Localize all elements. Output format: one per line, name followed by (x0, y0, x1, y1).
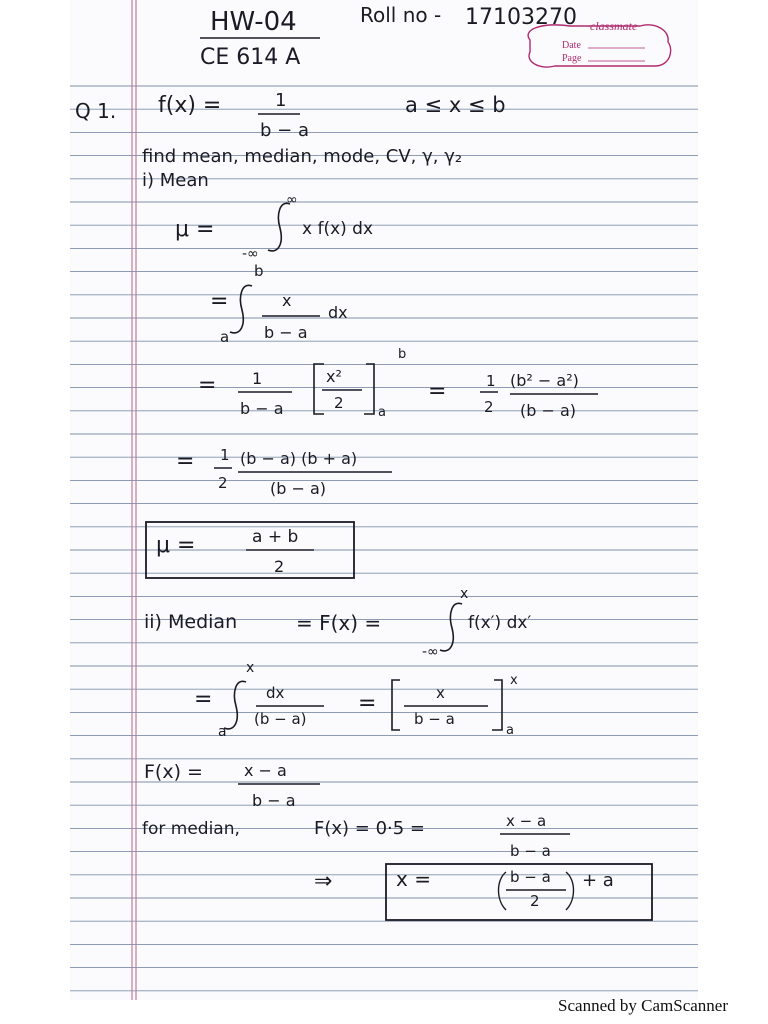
numerator: 1 (252, 369, 263, 388)
eval-upper: b (398, 347, 407, 362)
page-canvas (70, 0, 698, 1000)
final-den: 2 (530, 892, 540, 910)
denominator: (b − a) (520, 401, 577, 420)
differential: dx (328, 303, 348, 322)
task-text: find mean, median, mode, CV, γ, γ₂ (142, 146, 463, 167)
integral-upper: ∞ (286, 192, 298, 208)
mean-lhs: μ = (175, 217, 215, 242)
numerator: (b − a) (b + a) (240, 449, 358, 468)
range: a ≤ x ≤ b (405, 93, 506, 117)
eval-lower: a (378, 405, 386, 420)
median-heading: ii) Median (144, 611, 238, 633)
numerator: x (282, 291, 292, 310)
implies-arrow: ⇒ (314, 869, 333, 894)
final-tail: + a (582, 870, 614, 891)
eval-lower: a (506, 723, 514, 738)
numerator: dx (266, 684, 285, 702)
integral-sign (268, 203, 290, 251)
integral-lower: a (220, 328, 230, 346)
numerator: x² (326, 367, 342, 386)
half-num: 1 (486, 372, 496, 390)
final-num: b − a (510, 868, 551, 886)
equals: = (358, 691, 377, 716)
denominator: b − a (414, 710, 455, 728)
equals: = (176, 449, 195, 474)
denominator: b − a (240, 399, 284, 418)
fx-denominator: b − a (260, 120, 309, 141)
result-num: a + b (252, 527, 299, 547)
cdf-lhs: F(x) = (144, 761, 203, 783)
roll-label: Roll no - (360, 3, 442, 27)
half-num: 1 (220, 446, 230, 464)
numerator: x − a (244, 761, 287, 780)
numerator: x − a (506, 812, 547, 830)
denominator: (b − a) (270, 479, 327, 498)
integral-sign (440, 603, 462, 651)
for-median-eq: F(x) = 0·5 = (314, 818, 426, 839)
denominator: 2 (334, 394, 344, 412)
stamp-brand: classmate (590, 19, 638, 33)
denominator: b − a (252, 791, 296, 810)
eval-upper: x (510, 673, 518, 688)
numerator: x (436, 684, 445, 702)
stamp-date-label: Date (562, 40, 581, 51)
denominator: b − a (264, 323, 308, 342)
integral-upper: x (246, 660, 255, 676)
equals: = (210, 289, 229, 314)
for-median-text: for median, (142, 819, 240, 839)
bracket-right (364, 364, 374, 414)
integral-lower: -∞ (422, 644, 439, 660)
question-number: Q 1. (75, 99, 117, 123)
integral-lower: -∞ (242, 246, 259, 262)
notebook-page (70, 0, 698, 1000)
numerator: (b² − a²) (510, 371, 579, 390)
denominator: b − a (510, 842, 551, 860)
final-lhs: x = (396, 867, 431, 891)
paren-left (499, 872, 507, 910)
paren-right (566, 872, 574, 910)
denominator: (b − a) (254, 710, 307, 728)
integral-sign (224, 681, 246, 729)
equals: = (428, 379, 447, 404)
result-lhs: μ = (156, 533, 196, 558)
median-integrand: f(x′) dx′ (468, 613, 532, 633)
half-den: 2 (218, 474, 228, 492)
integral-sign (230, 285, 252, 333)
half-den: 2 (484, 398, 494, 416)
fx-numerator: 1 (275, 90, 287, 111)
integral-upper: x (460, 586, 469, 602)
course-code: CE 614 A (200, 45, 301, 70)
equals: = (198, 373, 217, 398)
mean-heading: i) Mean (142, 170, 209, 191)
integral-lower: a (218, 724, 227, 740)
mean-integrand: x f(x) dx (302, 219, 374, 239)
bracket-left (392, 680, 400, 730)
roll-number: 17103270 (465, 5, 577, 30)
homework-title: HW-04 (210, 7, 297, 37)
bracket-left (314, 364, 324, 414)
stamp-page-label: Page (562, 53, 582, 64)
equals: = (194, 687, 213, 712)
median-eq: = F(x) = (296, 611, 382, 635)
bracket-right (492, 680, 502, 730)
scanner-watermark: Scanned by CamScanner (558, 996, 728, 1015)
result-den: 2 (274, 557, 285, 576)
fx-label: f(x) = (158, 93, 222, 118)
integral-upper: b (254, 262, 264, 280)
